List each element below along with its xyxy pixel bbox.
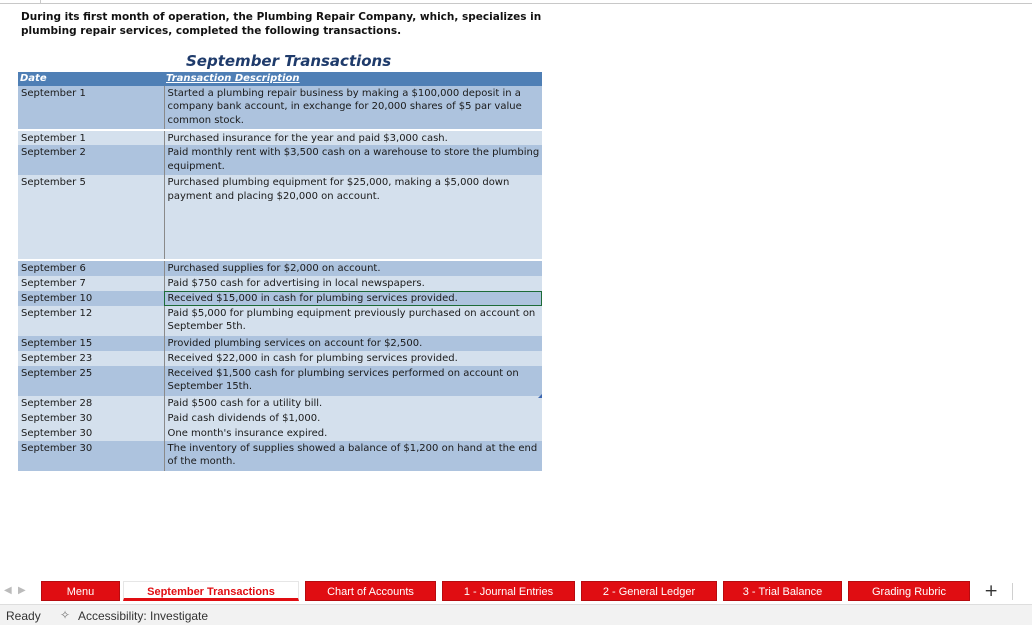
date-cell[interactable]: September 30 (18, 411, 164, 426)
date-cell[interactable]: September 25 (18, 366, 164, 396)
sheet-tab-bar (0, 579, 1032, 604)
cell-comment-indicator (538, 394, 542, 398)
table-row (18, 276, 542, 291)
description-cell[interactable]: Received $22,000 in cash for plumbing services provided. (164, 351, 542, 366)
prev-sheet-icon[interactable]: ◀ (4, 585, 12, 596)
description-cell[interactable]: Paid $750 cash for advertising in local newspapers. (164, 276, 542, 291)
description-cell[interactable]: One month's insurance expired. (164, 426, 542, 441)
table-row (18, 306, 542, 336)
table-row (18, 130, 542, 146)
table-header-row (18, 72, 542, 86)
date-cell[interactable]: September 28 (18, 396, 164, 411)
description-cell[interactable]: Paid cash dividends of $1,000. (164, 411, 542, 426)
table-row (18, 396, 542, 411)
date-cell[interactable]: September 10 (18, 291, 164, 306)
table-row (18, 441, 542, 471)
table-row (18, 86, 542, 130)
add-sheet-button[interactable]: + (984, 581, 999, 601)
description-cell[interactable]: Purchased insurance for the year and paid $3,000 cash. (164, 130, 542, 146)
status-ready: Ready (6, 609, 41, 623)
table-row (18, 411, 542, 426)
table-row (18, 175, 542, 260)
tab-chart-of-accounts[interactable]: Chart of Accounts (305, 581, 436, 601)
next-sheet-icon[interactable]: ▶ (18, 585, 26, 596)
tab-september-transactions[interactable]: September Transactions (123, 581, 299, 601)
date-cell[interactable]: September 7 (18, 276, 164, 291)
description-cell[interactable]: Received $1,500 cash for plumbing services performed on account on September 15th. (164, 366, 542, 396)
date-cell[interactable]: September 12 (18, 306, 164, 336)
tab-bar-divider (1012, 583, 1013, 600)
accessibility-status[interactable]: Accessibility: Investigate (78, 609, 209, 623)
tab-trial-balance[interactable]: 3 - Trial Balance (723, 581, 842, 601)
transactions-table (18, 72, 542, 471)
description-cell[interactable]: Purchased plumbing equipment for $25,000, making a $5,000 down payment and placing $20,000 on account. (164, 175, 542, 260)
date-cell[interactable]: September 1 (18, 130, 164, 146)
top-border-line (0, 3, 1032, 4)
date-cell[interactable]: September 6 (18, 260, 164, 276)
description-cell[interactable]: Paid $5,000 for plumbing equipment previously purchased on account on September 5th. (164, 306, 542, 336)
table-row (18, 351, 542, 366)
date-cell[interactable]: September 2 (18, 145, 164, 175)
date-cell[interactable]: September 30 (18, 441, 164, 471)
description-cell[interactable]: Paid monthly rent with $3,500 cash on a warehouse to store the plumbing equipment. (164, 145, 542, 175)
date-cell[interactable]: September 5 (18, 175, 164, 260)
tab-grading-rubric[interactable]: Grading Rubric (848, 581, 970, 601)
description-header[interactable]: Transaction Description (164, 72, 542, 86)
description-cell[interactable]: Provided plumbing services on account for $2,500. (164, 336, 542, 351)
date-cell[interactable]: September 15 (18, 336, 164, 351)
status-bar (0, 604, 1032, 625)
tab-journal-entries[interactable]: 1 - Journal Entries (442, 581, 575, 601)
description-cell[interactable]: The inventory of supplies showed a balance of $1,200 on hand at the end of the month. (164, 441, 542, 471)
table-row (18, 291, 542, 306)
description-cell[interactable]: Purchased supplies for $2,000 on account. (164, 260, 542, 276)
tab-general-ledger[interactable]: 2 - General Ledger (581, 581, 717, 601)
description-cell[interactable]: Started a plumbing repair business by making a $100,000 deposit in a company bank account, in exchange for 20,000 shares of $5 par value common stock. (164, 86, 542, 130)
table-row (18, 260, 542, 276)
date-cell[interactable]: September 1 (18, 86, 164, 130)
date-cell[interactable]: September 23 (18, 351, 164, 366)
table-row (18, 145, 542, 175)
table-row (18, 336, 542, 351)
date-header[interactable]: Date (18, 72, 164, 86)
table-row (18, 426, 542, 441)
accessibility-icon[interactable]: ✧ (60, 608, 71, 622)
selected-description-cell[interactable]: Received $15,000 in cash for plumbing services provided. (164, 291, 542, 306)
tab-menu[interactable]: Menu (41, 581, 120, 601)
page-title: September Transactions (186, 52, 392, 70)
intro-text: During its first month of operation, the Plumbing Repair Company, which, specializes in plumbing repair services, completed the following transactions. (21, 11, 542, 37)
table-row (18, 366, 542, 396)
date-cell[interactable]: September 30 (18, 426, 164, 441)
description-cell[interactable]: Paid $500 cash for a utility bill. (164, 396, 542, 411)
